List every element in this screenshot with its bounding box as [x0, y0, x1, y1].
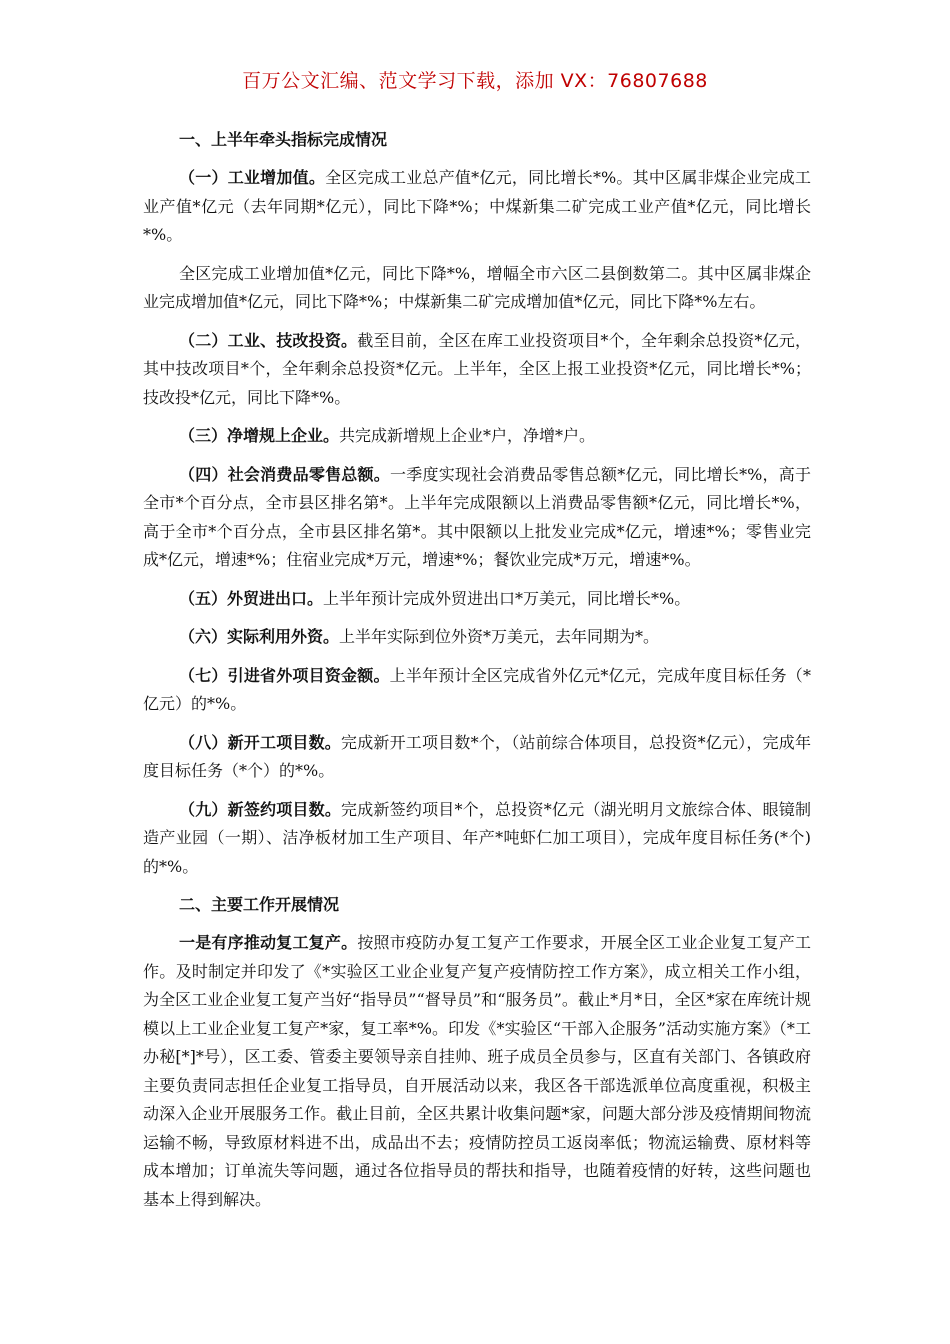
paragraph — [143, 623, 811, 652]
paragraph-lead: （一）工业增加值。 — [179, 168, 326, 187]
paragraph — [143, 929, 811, 1214]
paragraph — [143, 260, 811, 317]
header-banner: 百万公文汇编、范文学习下载，添加 VX：76807688 — [242, 70, 708, 92]
paragraph-lead: （八）新开工项目数。 — [179, 732, 341, 752]
paragraph-text: 一季度实现社会消费品零售总额*亿元，同比增长*%，高于全市*个百分点，全市县区排名第*。上半年完成限额以上消费品零售额*亿元，同比增长*%，高于全市*个百分点，全市县区排名第*。其中限额以上批发业完成*亿元，增速*%；零售业完成*亿元，增速*%；住宿业完成*万元，增速*%；餐饮业完成*万元，增速*%。 — [143, 464, 811, 569]
paragraph-lead: （六）实际利用外资。 — [179, 627, 340, 646]
paragraph-text: 全区完成工业增加值*亿元，同比下降*%，增幅全市六区二县倒数第二。其中区属非煤企业完成增加值*亿元，同比下降*%；中煤新集二矿完成增加值*亿元，同比下降*%左右。 — [143, 263, 811, 311]
paragraph-text: 上半年预计完成外贸进出口*万美元，同比增长*%。 — [323, 588, 691, 608]
paragraph-lead: （九）新签约项目数。 — [179, 799, 342, 819]
paragraph — [143, 327, 811, 413]
paragraph-lead: （三）净增规上企业。 — [179, 426, 340, 445]
paragraph-lead: （四）社会消费品零售总额。 — [179, 464, 390, 484]
paragraph — [143, 796, 811, 882]
paragraph — [143, 422, 811, 451]
paragraph-lead: （七）引进省外项目资金额。 — [179, 665, 390, 685]
paragraph-text: 共完成新增规上企业*户，净增*户。 — [339, 426, 596, 445]
paragraph — [143, 461, 811, 575]
section-heading-2: 二、主要工作开展情况 — [179, 895, 340, 914]
paragraph-text: 全区完成工业总产值*亿元，同比增长*%。其中区属非煤企业完成工业产值*亿元（去年同期*亿元），同比下降*%；中煤新集二矿完成工业产值*亿元，同比增长*%。 — [143, 168, 811, 244]
paragraph-text: 截至目前，全区在库工业投资项目*个，全年剩余总投资*亿元，其中技改项目*个，全年剩余总投资*亿元。上半年，全区上报工业投资*亿元，同比增长*%；技改投*亿元，同比下降*%。 — [143, 330, 811, 407]
paragraph — [143, 729, 811, 786]
paragraph — [143, 662, 811, 719]
paragraph-text: 上半年预计全区完成省外亿元*亿元，完成年度目标任务（*亿元）的*%。 — [143, 665, 811, 713]
paragraph — [143, 164, 811, 250]
paragraph — [143, 585, 811, 614]
paragraph-text: 按照市疫防办复工复产工作要求，开展全区工业企业复工复产工作。及时制定并印发了《*实验区工业企业复产复产疫情防控工作方案》，成立相关工作小组，为全区工业企业复工复产当好“指导员”“督导员”和“服务员”。截止*月*日，全区*家在库统计规模以上工业企业复工复产*家，复工率*%。印发《*实验区“干部入企服务”活动实施方案》（*工办秘[*]*号），区工委、管委主要领导亲自挂帅、班子成员全员参与，区直有关部门、各镇政府主要负责同志担任企业复工指导员，自开展活动以来，我区各干部选派单位高度重视，积极主动深入企业开展服务工作。截止目前，全区共累计收集问题*家，问题大部分涉及疫情期间物流运输不畅，导致原材料进不出，成品出不去；疫情防控员工返岗率低；物流运输费、原材料等成本增加；订单流失等问题，通过各位指导员的帮扶和指导，也随着疫情的好转，这些问题也基本上得到解决。 — [143, 933, 811, 1209]
paragraph-text: 完成新开工项目数*个，（站前综合体项目，总投资*亿元），完成年度目标任务（*个）的*%。 — [143, 732, 811, 780]
section-heading-1: 一、上半年牵头指标完成情况 — [179, 130, 388, 149]
paragraph-text: 上半年实际到位外资*万美元，去年同期为*。 — [339, 627, 660, 646]
paragraph-text: 完成新签约项目*个，总投资*亿元（湖光明月文旅综合体、眼镜制造产业园（一期）、洁净板材加工生产项目、年产*吨虾仁加工项目），完成年度目标任务(*个)的*%。 — [143, 799, 811, 876]
paragraph-lead: （五）外贸进出口。 — [179, 588, 324, 608]
paragraph-lead: 一是有序推动复工复产。 — [179, 933, 358, 952]
document-body — [143, 126, 811, 1224]
paragraph-lead: （二）工业、技改投资。 — [179, 330, 358, 350]
